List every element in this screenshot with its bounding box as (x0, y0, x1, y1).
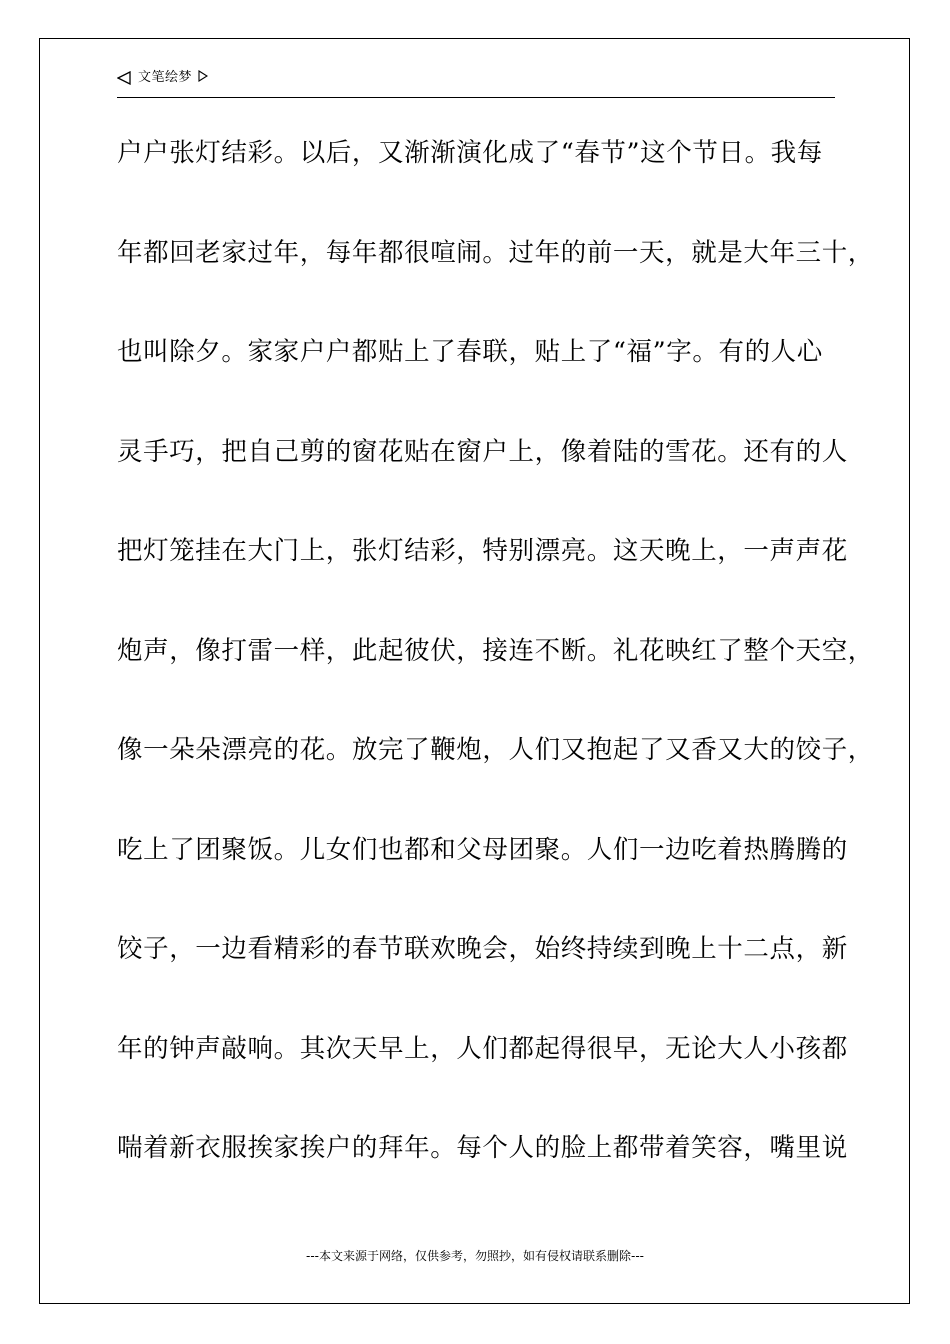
page-header (117, 70, 835, 98)
text-line: 像一朵朵漂亮的花。放完了鞭炮，人们又抱起了又香又大的饺子， (117, 735, 874, 765)
footer-disclaimer: ---本文来源于网络，仅供参考，勿照抄，如有侵权请联系删除--- (306, 1249, 644, 1263)
text-line: 把灯笼挂在大门上，张灯结彩，特别漂亮。这天晚上，一声声花 (117, 536, 848, 566)
text-line: 户户张灯结彩。以后，又渐渐演化成了“春节”这个节日。我每 (117, 138, 823, 168)
text-line: 灵手巧，把自己剪的窗花贴在窗户上，像着陆的雪花。还有的人 (117, 436, 848, 467)
right-triangle-icon (198, 70, 208, 82)
text-line: 喘着新衣服挨家挨户的拜年。每个人的脸上都带着笑容，嘴里说 (117, 1133, 848, 1163)
text-line: 也叫除夕。家家户户都贴上了春联，贴上了“福”字。有的人心 (117, 337, 823, 367)
text-line: 吃上了团聚饭。儿女们也都和父母团聚。人们一边吃着热腾腾的 (117, 834, 848, 865)
text-line: 年的钟声敲响。其次天早上，人们都起得很早，无论大人小孩都 (117, 1033, 848, 1064)
text-line: 炮声，像打雷一样，此起彼伏，接连不断。礼花映红了整个天空， (117, 635, 874, 666)
body-text (117, 128, 874, 1223)
header-title: 文笔绘梦 (138, 70, 193, 85)
left-triangle-icon (117, 71, 131, 85)
text-line: 饺子，一边看精彩的春节联欢晚会，始终持续到晚上十二点，新 (117, 934, 848, 964)
text-line: 年都回老家过年，每年都很喧闹。过年的前一天，就是大年三十， (117, 237, 874, 268)
